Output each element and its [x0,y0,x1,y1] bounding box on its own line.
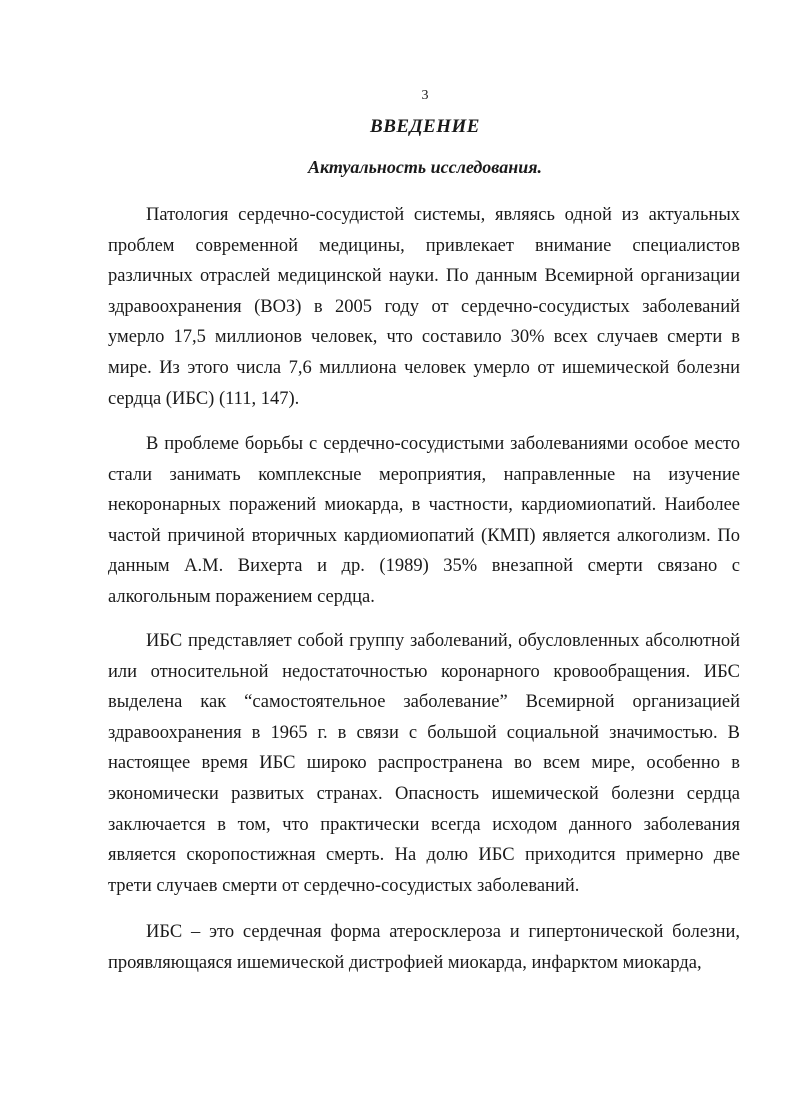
body-paragraph: ИБС представляет собой группу заболеваний, обусловленных абсолютной или относительной недостаточностью коронарного кровообращения. ИБС выделена как “самостоятельное заболевание” Всемирной организацией здравоохранения в 1965 г. в связи с большой социальной значимостью. В настоящее время ИБС широко распространена во всем мире, особенно в экономически развитых странах. Опасность ишемической болезни сердца заключается в том, что практически всегда исходом данного заболевания является скоропостижная смерть. На долю ИБС приходится примерно две трети случаев смерти от сердечно-сосудистых заболеваний. [108,631,740,896]
body-paragraph: ИБС – это сердечная форма атеросклероза и гипертонической болезни, проявляющаяся ишемической дистрофией миокарда, инфарктом миокарда, [108,922,740,973]
section-subheading: Актуальность исследования. [308,157,542,177]
body-paragraph: Патология сердечно-сосудистой системы, являясь одной из актуальных проблем современной медицины, привлекает внимание специалистов различных отраслей медицинской науки. По данным Всемирной организации здравоохранения (ВОЗ) в 2005 году от сердечно-сосудистых заболеваний умерло 17,5 миллионов человек, что составило 30% всех случаев смерти в мире. Из этого числа 7,6 миллиона человек умерло от ишемической болезни сердца (ИБС) (111, 147). [108,205,740,409]
body-paragraph: В проблеме борьбы с сердечно-сосудистыми заболеваниями особое место стали занимать комплексные мероприятия, направленные на изучение некоронарных поражений миокарда, в частности, кардиомиопатий. Наиболее частой причиной вторичных кардиомиопатий (КМП) является алкоголизм. По данным А.М. Вихерта и др. (1989) 35% внезапной смерти связано с алкогольным поражением сердца. [108,434,740,607]
page-number: 3 [421,88,429,103]
section-heading: ВВЕДЕНИЕ [370,116,480,137]
